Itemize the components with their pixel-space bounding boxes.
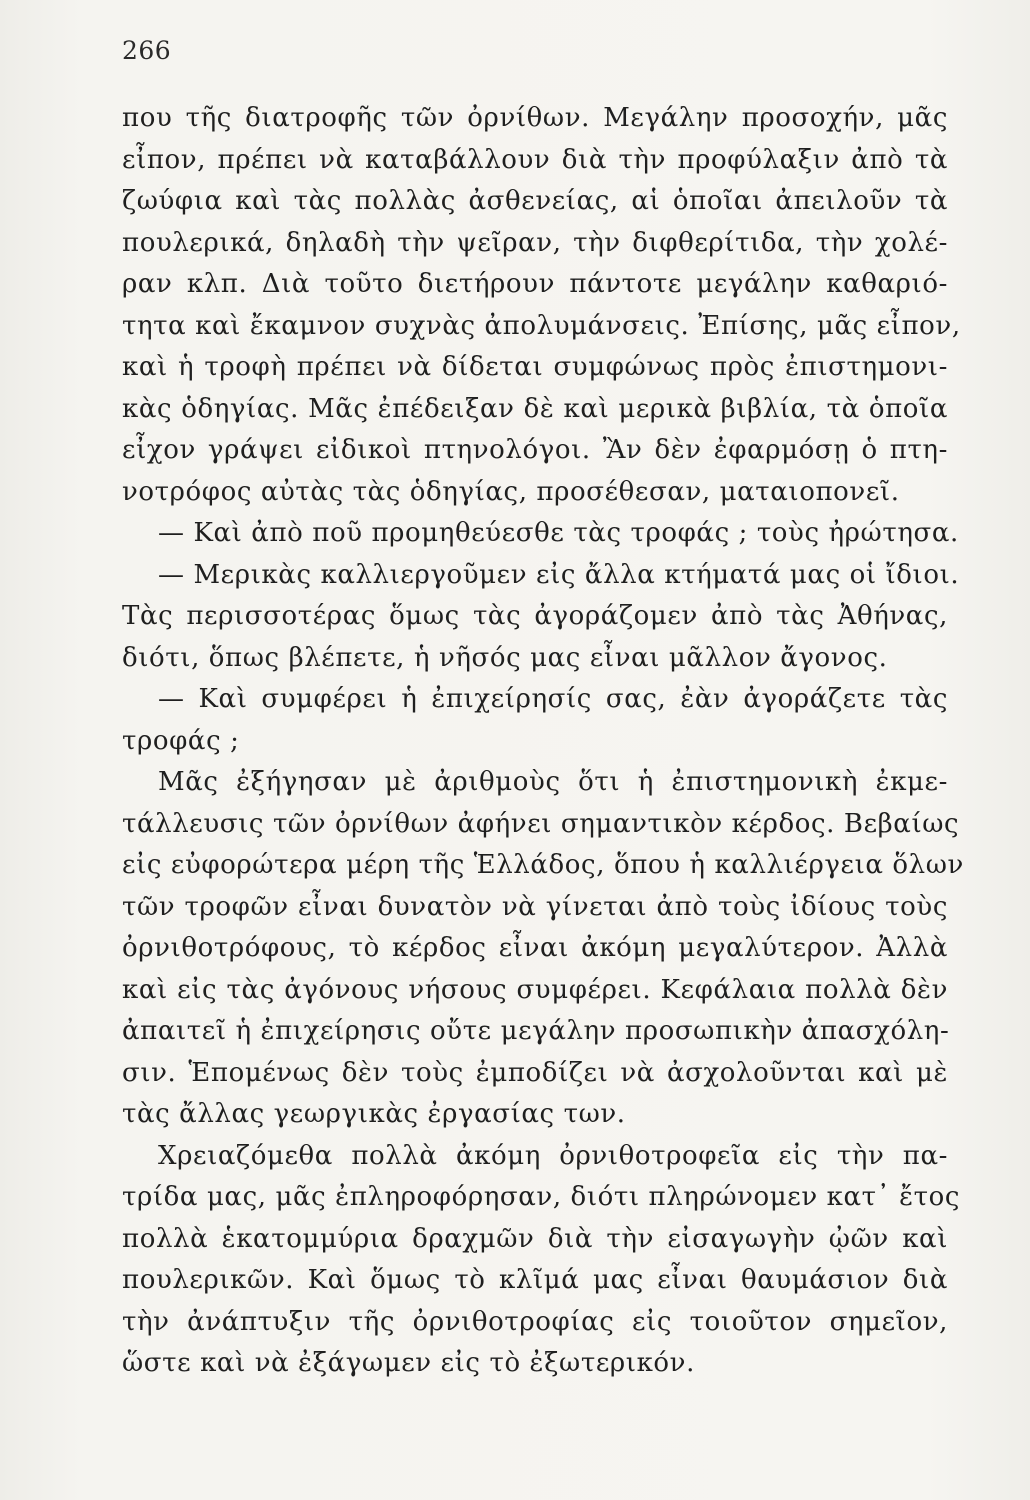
paragraph-start-line: Μᾶς ἐξήγησαν μὲ ἀριθμοὺς ὅτι ἡ ἐπιστημονικὴ ἐκμε-: [158, 767, 948, 797]
text-line: τητα καὶ ἔκαμνον συχνὰς ἀπολυμάνσεις. Ἐπίσης, μᾶς εἶπον,: [122, 310, 961, 341]
text-line: ὥστε καὶ νὰ ἐξάγωμεν εἰς τὸ ἐξωτερικόν.: [122, 1348, 695, 1378]
dialogue-line: — Καὶ συμφέρει ἡ ἐπιχείρησίς σας, ἐὰν ἀγοράζετε τὰς: [158, 684, 948, 714]
body-text: [122, 98, 964, 1385]
text-line: καὶ ἡ τροφὴ πρέπει νὰ δίδεται συμφώνως πρὸς ἐπιστημονι-: [122, 352, 948, 382]
text-line: νοτρόφος αὐτὰς τὰς ὁδηγίας, προσέθεσαν, ματαιοπονεῖ.: [122, 476, 900, 507]
text-line: τάλλευσις τῶν ὀρνίθων ἀφήνει σημαντικὸν κέρδος. Βεβαίως: [122, 808, 960, 839]
text-line: τροφάς ;: [122, 725, 240, 756]
text-line: εἶχον γράψει εἰδικοὶ πτηνολόγοι. Ἂν δὲν ἐφαρμόσῃ ὁ πτη-: [122, 435, 948, 465]
text-line: τὴν ἀνάπτυξιν τῆς ὀρνιθοτροφίας εἰς τοιοῦτον σημεῖον,: [122, 1306, 948, 1337]
page-number: 266: [122, 36, 172, 65]
text-line: τρίδα μας, μᾶς ἐπληροφόρησαν, διότι πληρώνομεν κατ᾽ ἔτος: [122, 1182, 961, 1212]
text-line: πουλερικά, δηλαδὴ τὴν ψεῖραν, τὴν διφθερίτιδα, τὴν χολέ-: [122, 227, 948, 258]
text-line: τὰς ἄλλας γεωργικὰς ἐργασίας των.: [122, 1099, 626, 1129]
text-line: πολλὰ ἑκατομμύρια δραχμῶν διὰ τὴν εἰσαγωγὴν ᾠῶν καὶ: [122, 1223, 948, 1254]
text-line: που τῆς διατροφῆς τῶν ὀρνίθων. Μεγάλην προσοχήν, μᾶς: [122, 103, 948, 133]
text-line: εἶπον, πρέπει νὰ καταβάλλουν διὰ τὴν προφύλαξιν ἀπὸ τὰ: [122, 144, 948, 175]
text-line: καὶ εἰς τὰς ἀγόνους νήσους συμφέρει. Κεφάλαια πολλὰ δὲν: [122, 974, 948, 1005]
dialogue-line: — Μερικὰς καλλιεργοῦμεν εἰς ἄλλα κτήματά μας οἱ ἴδιοι.: [158, 559, 960, 590]
text-line: ζωύφια καὶ τὰς πολλὰς ἀσθενείας, αἱ ὁποῖαι ἀπειλοῦν τὰ: [122, 186, 948, 216]
paragraph-start-line: Χρειαζόμεθα πολλὰ ἀκόμη ὀρνιθοτροφεῖα εἰς τὴν πα-: [158, 1140, 948, 1171]
text-line: διότι, ὅπως βλέπετε, ἡ νῆσός μας εἶναι μᾶλλον ἄγονος.: [122, 642, 888, 673]
text-line: σιν. Ἑπομένως δὲν τοὺς ἐμποδίζει νὰ ἀσχολοῦνται καὶ μὲ: [122, 1057, 948, 1088]
text-line: κὰς ὁδηγίας. Μᾶς ἐπέδειξαν δὲ καὶ μερικὰ βιβλία, τὰ ὁποῖα: [122, 393, 948, 424]
text-line: ραν κλπ. Διὰ τοῦτο διετήρουν πάντοτε μεγάλην καθαριό-: [122, 269, 948, 299]
text-line: τῶν τροφῶν εἶναι δυνατὸν νὰ γίνεται ἀπὸ τοὺς ἰδίους τοὺς: [122, 891, 948, 922]
text-line: ὀρνιθοτρόφους, τὸ κέρδος εἶναι ἀκόμη μεγαλύτερον. Ἀλλὰ: [122, 933, 948, 963]
dialogue-line: — Καὶ ἀπὸ ποῦ προμηθεύεσθε τὰς τροφάς ; τοὺς ἠρώτησα.: [158, 518, 959, 548]
text-line: εἰς εὐφορώτερα μέρη τῆς Ἑλλάδος, ὅπου ἡ καλλιέργεια ὅλων: [122, 850, 964, 880]
text-line: ἀπαιτεῖ ἡ ἐπιχείρησις οὔτε μεγάλην προσωπικὴν ἀπασχόλη-: [122, 1016, 950, 1046]
text-line: Τὰς περισσοτέρας ὅμως τὰς ἀγοράζομεν ἀπὸ τὰς Ἀθήνας,: [122, 601, 948, 631]
text-line: πουλερικῶν. Καὶ ὅμως τὸ κλῖμά μας εἶναι θαυμάσιον διὰ: [122, 1265, 948, 1295]
